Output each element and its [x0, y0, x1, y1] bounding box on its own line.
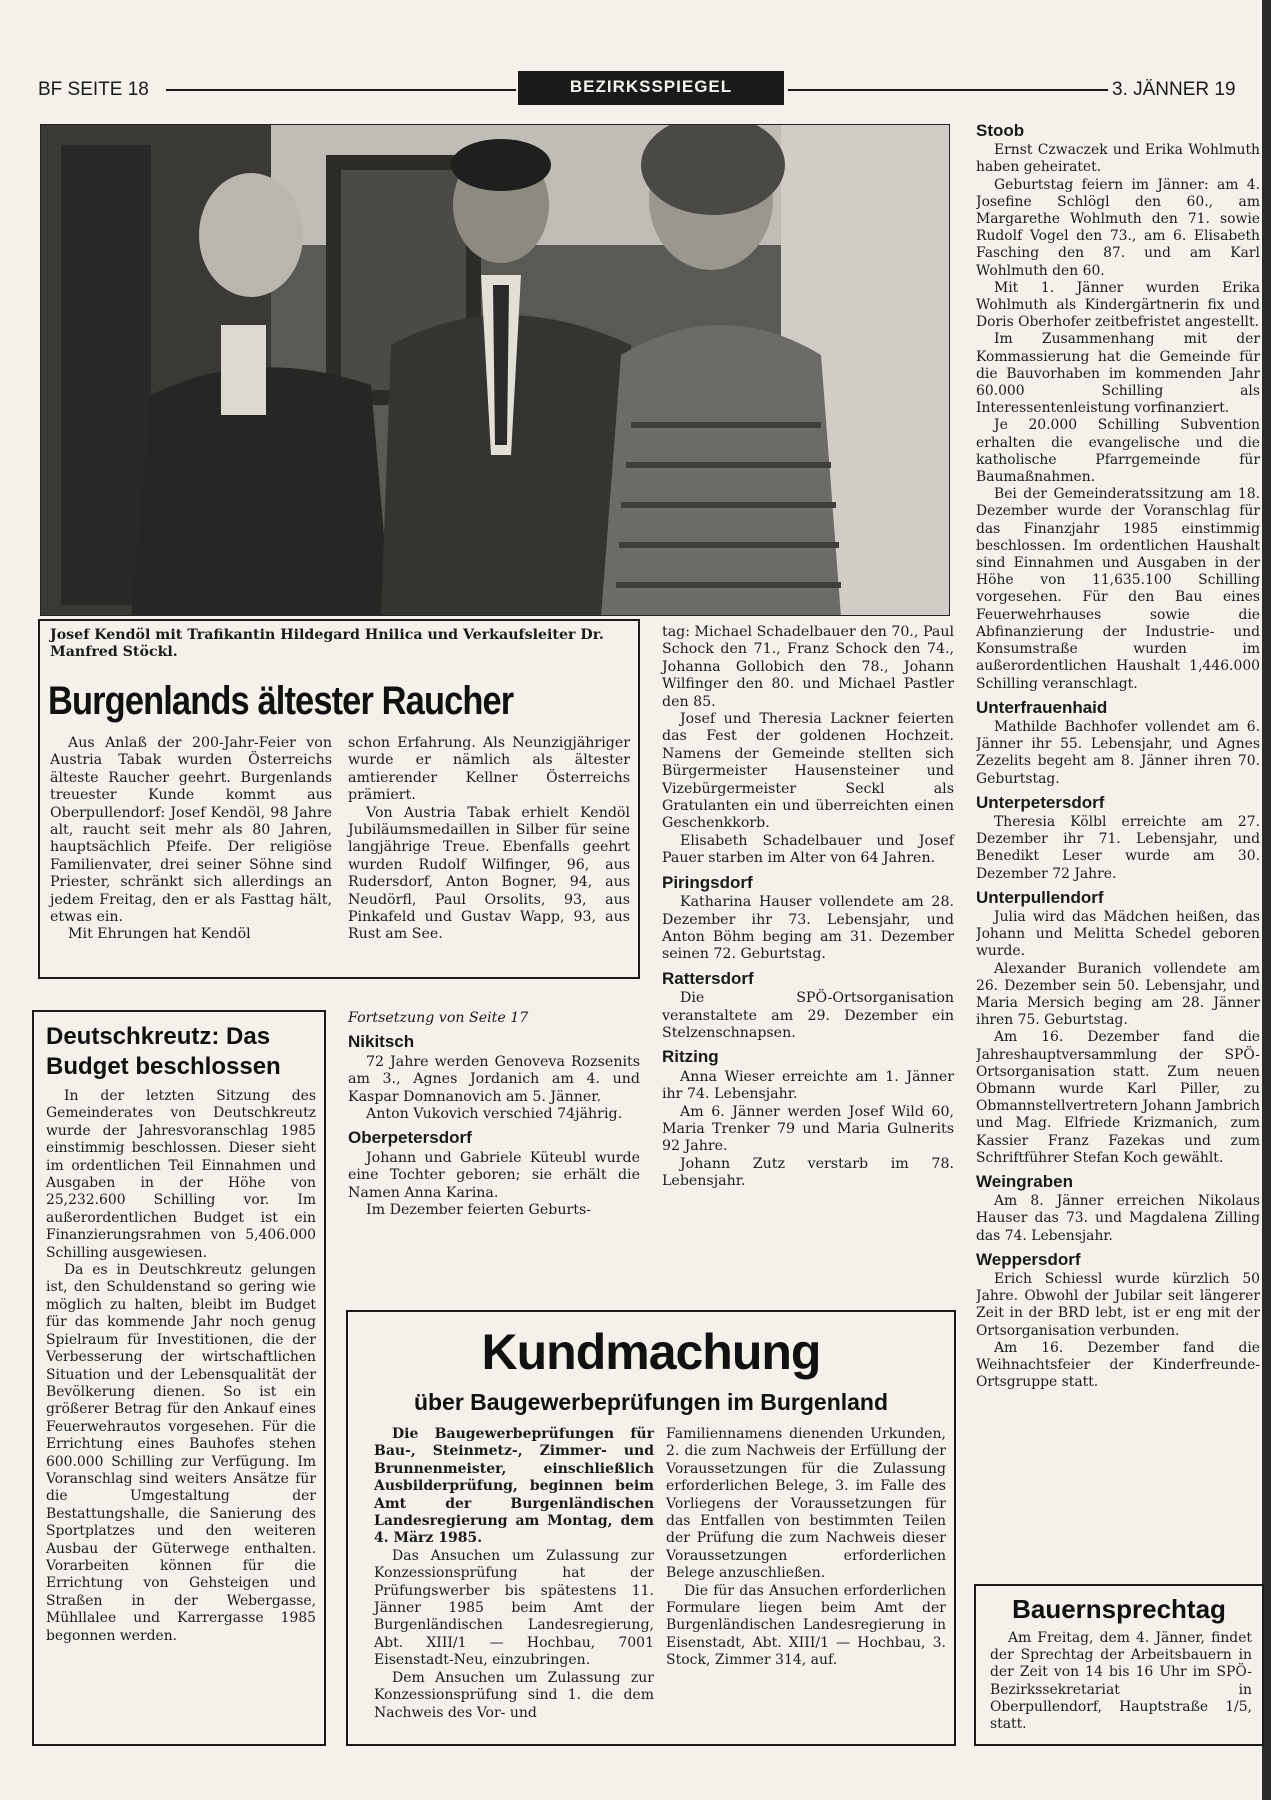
- unterpetersdorf-p1: Theresia Kölbl erreichte am 27. Dezember ihr 71. Lebensjahr, und Benedikt Leser wurde am 30. Dezember 72 Jahre.: [976, 813, 1260, 882]
- mid-column: [662, 624, 954, 1191]
- kundmachung-p4: Familiennamens dienenden Urkunden, 2. die zum Nachweis der Erfüllung der Voraussetzungen für die Zulassung erforderlichen Belege, 3. im Falle des Vorliegens der Voraussetzungen für das Entfallen von bestimmten Teilen der Prüfung die zum Nachweis dieser Voraussetzungen erforderlichen Belege anzuschließen.: [666, 1426, 946, 1582]
- issue-date: 3. JÄNNER 19: [1112, 79, 1236, 100]
- heading-weppersdorf: Weppersdorf: [976, 1249, 1081, 1269]
- kundmachung-p3: Dem Ansuchen um Zulassung zur Konzessionsprüfung sind 1. die dem Nachweis des Vor- und: [374, 1669, 654, 1721]
- deutschkreutz-article: [32, 1010, 326, 1746]
- heading-unterpullendorf: Unterpullendorf: [976, 887, 1104, 907]
- raucher-p2: Mit Ehrungen hat Kendöl: [68, 926, 251, 943]
- right-column: [976, 122, 1260, 1580]
- deutschkreutz-headline: Deutschkreutz: Das Budget beschlossen: [46, 1023, 281, 1080]
- raucher-col2: [348, 735, 630, 944]
- article-photo: [40, 124, 950, 616]
- raucher-p4: Von Austria Tabak erhielt Kendöl Jubiläumsmedaillen in Silber für seine langjährige Treue. Ebenfalls geehrt wurden Rudolf Wilfinger, 96, aus Rudersdorf, Anton Bogner, 94, aus Neudörfl, Paul Orsolits, 93, aus Pinkafeld und Gustav Wapp, 93, aus Rust am See.: [348, 804, 630, 943]
- kundmachung-notice: [346, 1310, 956, 1746]
- raucher-article: [38, 619, 640, 979]
- continuation-note: Fortsetzung von Seite 17: [348, 1010, 529, 1026]
- heading-weingraben: Weingraben: [976, 1171, 1073, 1191]
- nikitsch-p1: 72 Jahre werden Genoveva Rozsenits am 3., Agnes Jordanich am 4. und Kaspar Domnanovich am 5. Jänner.: [348, 1053, 640, 1105]
- heading-stoob: Stoob: [976, 122, 1025, 140]
- heading-rattersdorf: Rattersdorf: [662, 968, 754, 988]
- raucher-col1: [50, 735, 332, 944]
- rattersdorf-p1: Die SPÖ-Ortsorganisation veranstaltete am 29. Dezember ein Stelzenschnapsen.: [662, 990, 954, 1041]
- page-number: BF SEITE 18: [38, 79, 149, 100]
- header-rule-left: [166, 89, 516, 91]
- mid-p3: Elisabeth Schadelbauer und Josef Pauer starben im Alter von 64 Jahren.: [662, 832, 954, 867]
- unterpullendorf-p2: Alexander Buranich vollendete am 26. Dezember sein 50. Lebensjahr, und Maria Mersich beging am 28. Jänner ihren 75. Geburtstag.: [976, 960, 1260, 1029]
- kundmachung-p5: Die für das Ansuchen erforderlichen Formulare liegen beim Amt der Burgenländischen Landesregierung in Eisenstadt, Abt. XIII/1 — Hochbau, 3. Stock, Zimmer 314, auf.: [666, 1582, 946, 1669]
- bauernsprechtag-box: [974, 1584, 1264, 1746]
- weppersdorf-p2: Am 16. Dezember fand die Weihnachtsfeier der Kinderfreunde-Ortsgruppe statt.: [976, 1339, 1260, 1391]
- raucher-headline: Burgenlands ältester Raucher: [48, 679, 514, 723]
- bauernsprechtag-headline: Bauernsprechtag: [1012, 1594, 1226, 1624]
- nikitsch-p2: Anton Vukovich verschied 74jährig.: [366, 1106, 623, 1123]
- mid-p2: Josef und Theresia Lackner feierten das Fest der goldenen Hochzeit. Namens der Gemeinde stellten sich Bürgermeister Hausensteiner und Vizebürgermeister Seckl als Gratulanten ein und überreichten einen Geschenkkorb.: [662, 711, 954, 832]
- ritzing-p1: Anna Wieser erreichte am 1. Jänner ihr 74. Lebensjahr.: [662, 1068, 954, 1103]
- stoob-p2: Geburtstag feiern im Jänner: am 4. Josefine Schlögl den 60., am Margarethe Wohlmuth den 71. sowie Rudolf Vogel den 73., am 6. Elisabeth Fasching den 87. und am Karl Wohlmuth den 60.: [976, 176, 1260, 279]
- photo-illustration: [41, 125, 950, 616]
- deutschkreutz-body: [46, 1088, 316, 1645]
- deutschkreutz-p2: Da es in Deutschkreutz gelungen ist, den Schuldenstand so gering wie möglich zu halten, bleibt im Budget für das kommende Jahr noch genug Spielraum für Investitionen, die der Verbesserung der wirtschaftlichen Situation und der Lebensqualität der Bevölkerung dienen. So ist ein größerer Betrag für den Ankauf eines Feuerwehrautos vorgesehen. Für die Errichtung eines Bauhofes stehen 600.000 Schilling zur Verfügung. Im Voranschlag sind weiters Ansätze für die Umgestaltung der Bestattungshalle, die Sanierung des Sportplatzes und den weiteren Ausbau der Güterwege enthalten. Vorarbeiten können für die Errichtung von Gehsteigen und Straßen in der Webergasse, Mühllalee und Karrergasse 1985 begonnen werden.: [46, 1262, 316, 1644]
- kundmachung-col2: [666, 1426, 946, 1670]
- deutschkreutz-p1: In der letzten Sitzung des Gemeinderates von Deutschkreutz wurde der Jahresvoranschlag 1985 einstimmig beschlossen. Dieser sieht im ordentlichen Teil Einnahmen und Ausgaben in der Höhe von 25,232.600 Schilling vor. Im außerordentlichen Budget ist ein Finanzierungsrahmen von 5,406.000 Schilling ausgewiesen.: [46, 1088, 316, 1261]
- heading-ritzing: Ritzing: [662, 1047, 719, 1067]
- fortsetzung-column: [348, 1010, 640, 1219]
- unterpullendorf-p3: Am 16. Dezember fand die Jahreshauptversammlung der SPÖ-Ortsorganisation statt. Zum neuen Obmann wurde Karl Piller, zu Obmannstellvertretern Johann Jambrich und Mag. Elfriede Krizmanich, zum Kassier Franz Fazekas und zum Schriftführer Stefan Koch gewählt.: [976, 1029, 1260, 1166]
- kundmachung-subhead: über Baugewerbeprüfungen im Burgenland: [413, 1389, 889, 1415]
- raucher-p3: schon Erfahrung. Als Neunzigjähriger wurde er nämlich als ältester amtierender Kellner Österreichs prämiert.: [348, 735, 630, 804]
- kundmachung-p2: Das Ansuchen um Zulassung zur Konzessionsprüfung hat der Prüfungswerber bis spätestens 11. Jänner 1985 beim Amt der Burgenländischen Landesregierung, Abt. XIII/1 — Hochbau, 7001 Eisenstadt-Neu, einzubringen.: [374, 1547, 654, 1669]
- heading-nikitsch: Nikitsch: [348, 1032, 415, 1052]
- ritzing-p3: Johann Zutz verstarb im 78. Lebensjahr.: [662, 1155, 954, 1190]
- mid-p1: tag: Michael Schadelbauer den 70., Paul Schock den 71., Franz Schock den 74., Johanna Gollobich den 78., Johann Wilfinger den 80. und Michael Pastler den 85.: [662, 624, 954, 710]
- bauernsprechtag-text: Am Freitag, dem 4. Jänner, findet der Sprechtag der Arbeitsbauern in der Zeit von 14 bis 16 Uhr im SPÖ-Bezirkssekretariat in Oberpullendorf, Hauptstraße 1/5, statt.: [990, 1630, 1252, 1733]
- heading-unterfrauenhaid: Unterfrauenhaid: [976, 697, 1108, 717]
- weingraben-p1: Am 8. Jänner erreichen Nikolaus Hauser das 73. und Magdalena Zilling das 74. Lebensjahr.: [976, 1193, 1260, 1244]
- kundmachung-col1: [374, 1426, 654, 1722]
- photo-caption: Josef Kendöl mit Trafikantin Hildegard Hnilica und Verkaufsleiter Dr. Manfred Stöckl.: [50, 627, 604, 660]
- kundmachung-p1: Die Baugewerbeprüfungen für Bau-, Steinmetz-, Zimmer- und Brunnenmeister, einschließlich Ausbilderprüfung, beginnen beim Amt der Burgenländischen Landesregierung am Montag, dem 4. März 1985.: [374, 1426, 654, 1547]
- section-banner: BEZIRKSSPIEGEL: [518, 71, 784, 105]
- stoob-p6: Bei der Gemeinderatssitzung am 18. Dezember wurde der Voranschlag für das Finanzjahr 1985 einstimmig beschlossen. Im ordentlichen Haushalt sind Einnahmen und Ausgaben in der Höhe von 11,635.100 Schilling vorgesehen. Für den Bau eines Feuerwehrhauses sowie die Abfinanzierung der Industrie- und Konsumstraße wurden im außerordentlichen Haushalt 1,446.000 Schilling veranschlagt.: [976, 486, 1260, 692]
- unterpullendorf-p1: Julia wird das Mädchen heißen, das Johann und Melitta Schedel geboren wurde.: [976, 908, 1260, 960]
- kundmachung-headline: Kundmachung: [481, 1324, 821, 1380]
- stoob-p1: Ernst Czwaczek und Erika Wohlmuth haben geheiratet.: [976, 142, 1260, 176]
- stoob-p3: Mit 1. Jänner wurden Erika Wohlmuth als Kindergärtnerin fix und Doris Oberhofer zeitbefristet angestellt.: [976, 279, 1260, 331]
- heading-piringsdorf: Piringsdorf: [662, 872, 753, 892]
- heading-unterpetersdorf: Unterpetersdorf: [976, 792, 1105, 812]
- piringsdorf-p1: Katharina Hauser vollendete am 28. Dezember ihr 73. Lebensjahr, und Anton Böhm beging am 31. Dezember seinen 72. Geburtstag.: [662, 894, 954, 963]
- weppersdorf-p1: Erich Schiessl wurde kürzlich 50 Jahre. Obwohl der Jubilar seit längerer Zeit in der BRD lebt, ist er eng mit der Ortsorganisation verbunden.: [976, 1271, 1260, 1339]
- stoob-p5: Je 20.000 Schilling Subvention erhalten die evangelische und die katholische Pfarrgemeinde für Baumaßnahmen.: [976, 417, 1260, 486]
- oberpetersdorf-p1: Johann und Gabriele Küteubl wurde eine Tochter geboren; sie erhält die Namen Anna Karina.: [348, 1149, 640, 1201]
- heading-oberpetersdorf: Oberpetersdorf: [348, 1128, 472, 1148]
- raucher-p1: Aus Anlaß der 200-Jahr-Feier von Austria Tabak wurden Österreichs älteste Raucher geehrt. Burgenlands treuester Kunde kommt aus Oberpullendorf: Josef Kendöl, 98 Jahre alt, raucht seit mehr als 80 Jahren, hauptsächlich Pfeife. Der religiöse Familienvater, drei seiner Söhne sind Priester, schränkt sich allerdings an jedem Freitag, den er als Fasttag hält, etwas ein.: [50, 735, 332, 926]
- ritzing-p2: Am 6. Jänner werden Josef Wild 60, Maria Trenker 79 und Maria Gulnerits 92 Jahre.: [662, 1103, 954, 1155]
- unterfrauenhaid-p1: Mathilde Bachhofer vollendet am 6. Jänner ihr 55. Lebensjahr, und Agnes Zezelits begeht am 8. Jänner ihren 70. Geburtstag.: [976, 718, 1260, 787]
- stoob-p4: Im Zusammenhang mit der Kommassierung hat die Gemeinde für die Bauvorhaben im kommenden Jahr 60.000 Schilling als Interessentenleistung vorfinanziert.: [976, 331, 1260, 417]
- page-edge: [1262, 0, 1271, 1800]
- header-rule-right: [788, 89, 1108, 91]
- oberpetersdorf-p2: Im Dezember feierten Geburts-: [366, 1202, 592, 1219]
- bauernsprechtag-body: [990, 1630, 1252, 1733]
